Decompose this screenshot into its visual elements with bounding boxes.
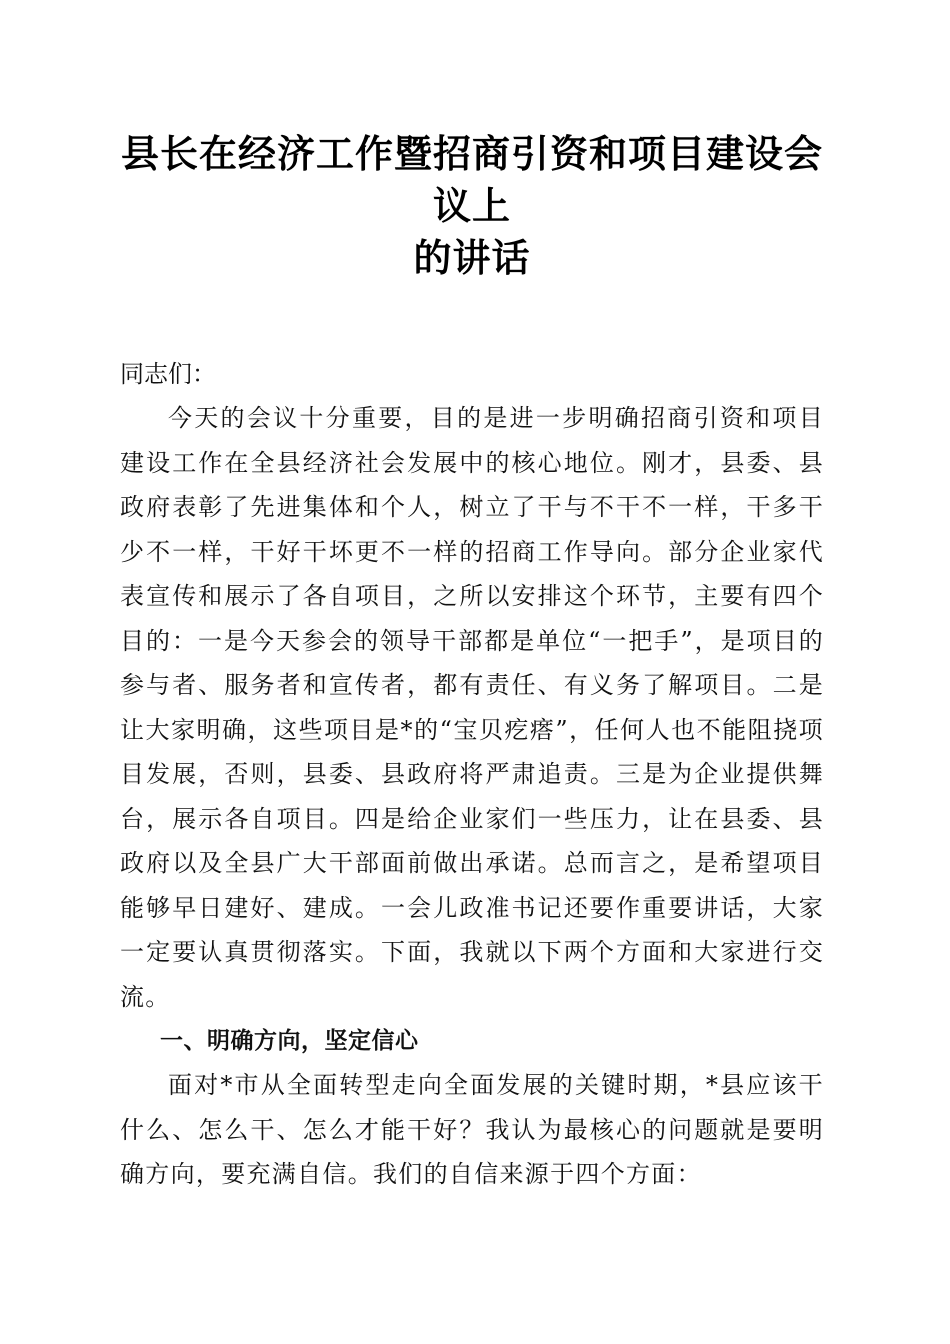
title-line-2: 的讲话 [413, 235, 531, 280]
document-page [120, 128, 824, 1197]
title-line-1: 县长在经济工作暨招商引资和项目建设会议上 [120, 131, 823, 228]
greeting: 同志们： [120, 360, 216, 388]
paragraph-intro: 今天的会议十分重要，目的是进一步明确招商引资和项目建设工作在全县经济社会发展中的核心地位。刚才，县委、县政府表彰了先进集体和个人，树立了干与不干不一样，干多干少不一样，干好干坏更不一样的招商工作导向。部分企业家代表宣传和展示了各自项目，之所以安排这个环节，主要有四个目的：一是今天参会的领导干部都是单位“一把手”，是项目的参与者、服务者和宣传者，都有责任、有义务了解项目。二是让大家明确，这些项目是*的“宝贝疙瘩”，任何人也不能阻挠项目发展，否则，县委、县政府将严肃追责。三是为企业提供舞台，展示各自项目。四是给企业家们一些压力，让在县委、县政府以及全县广大干部面前做出承诺。总而言之，是希望项目能够早日建好、建成。一会儿政准书记还要作重要讲话，大家一定要认真贯彻落实。下面，我就以下两个方面和大家进行交流。 [120, 404, 824, 1011]
paragraph-direction: 面对*市从全面转型走向全面发展的关键时期，*县应该干什么、怎么干、怎么才能干好？我认为最核心的问题就是要明确方向，要充满自信。我们的自信来源于四个方面： [120, 1071, 824, 1188]
section-heading-1: 一、明确方向，坚定信心 [160, 1028, 419, 1054]
document-title [120, 128, 824, 284]
